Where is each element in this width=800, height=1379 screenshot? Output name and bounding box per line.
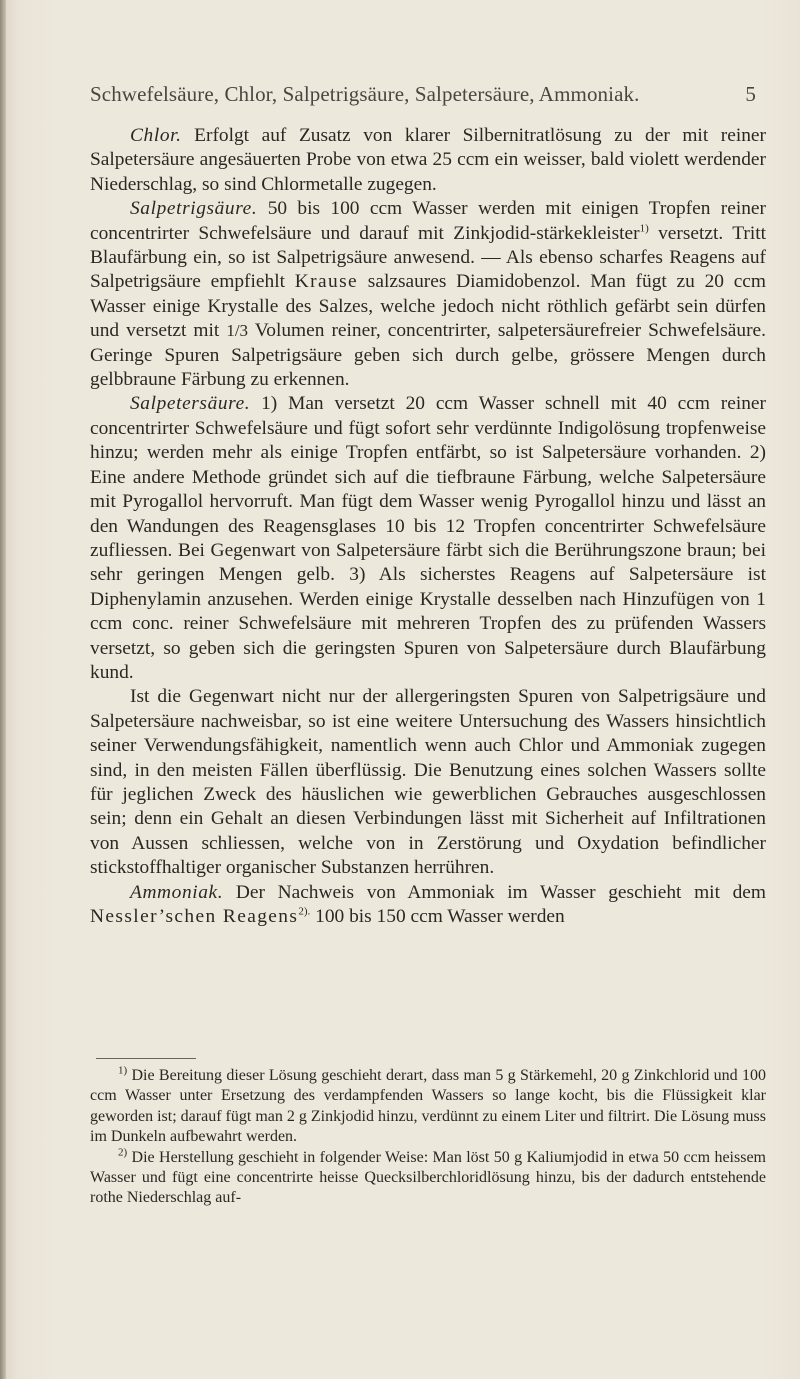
footnote-text-1: Die Bereitung dieser Lösung geschieht derart, dass man 5 g Stärkemehl, 20 g Zinkchlorid und 100 ccm Wasser unter Ersetzung des verdampfenden Wassers so lange kocht, bis die Flüssigkeit klar geworden ist; darauf fügt man 2 g Zinkjodid hinzu, verdünnt zu einem Liter und filtrirt. Die Lösung muss im Dunkeln aufbewahrt werden.: [90, 1067, 766, 1146]
footnote-ref-2[interactable]: 2).: [298, 905, 311, 918]
footnote-marker-2: 2): [118, 1146, 128, 1159]
text-salpetersaeure: 1) Man versetzt 20 ccm Wasser schnell mit 40 ccm reiner concentrirter Schwefelsäure und fügt sofort sehr verdünnte Indigolösung tropfenweise hinzu; werden mehr als einige Tropfen entfärbt, so ist Salpetersäure vorhanden. 2) Eine andere Methode gründet sich auf die tiefbraune Färbung, welche Salpetersäure mit Pyrogallol hervorruft. Man fügt dem Wasser wenig Pyrogallol hinzu und lässt an den Wandungen des Reagensglases 10 bis 12 Tropfen concentrirter Schwefelsäure zufliessen. Bei Gegenwart von Salpetersäure färbt sich die Berührungszone braun; bei sehr geringen Mengen gelb. 3) Als sicherstes Reagens auf Salpetersäure ist Diphenylamin anzusehen. Werden einige Krystalle desselben nach Hinzufügen von 1 ccm conc. reiner Schwefelsäure mit mehreren Tropfen des zu prüfenden Wassers versetzt, so geben sich die geringsten Spuren von Salpetersäure durch Blaufärbung kund.: [90, 393, 766, 683]
text-gegenwart: Ist die Gegenwart nicht nur der allergeringsten Spuren von Salpetrigsäure und Salpetersäure nachweisbar, so ist eine weitere Untersuchung des Wassers hinsichtlich seiner Verwendungsfähigkeit, namentlich wenn auch Chlor und Ammoniak zugegen sind, in den meisten Fällen überflüssig. Die Benutzung eines solchen Wassers sollte für jeglichen Zweck des häuslichen wie gewerblichen Gebrauches ausgeschlossen sein; denn ein Gehalt an diesen Verbindungen lässt mit Sicherheit auf Infiltrationen von Aussen schliessen, welche von in Zerstörung und Oxydation befindlicher stickstoffhaltiger organischer Substanzen herrühren.: [90, 686, 766, 879]
text-salpetrigsaeure-1: 50 bis 100 ccm Wasser werden mit einigen Tropfen reiner concentrirter Schwefelsäure und darauf mit Zinkjodid-stärkekleister: [90, 198, 766, 244]
heading-salpetrigsaeure: Salpetrigsäure.: [130, 198, 258, 220]
footnotes: [90, 1066, 766, 1209]
footnote-1: [90, 1066, 766, 1148]
paragraph-gegenwart: [90, 685, 766, 880]
text-salpetrigsaeure-4: Volumen reiner, concentrirter, salpetersäurefreier Schwefelsäure. Geringe Spuren Salpetrigsäure geben sich durch gelbe, grössere Mengen durch gelbbraune Färbung zu erkennen.: [90, 320, 766, 391]
running-header-title: Schwefelsäure, Chlor, Salpetrigsäure, Salpetersäure, Ammoniak.: [90, 82, 640, 106]
footnote-marker-1: 1): [118, 1064, 128, 1077]
page-binding-edge: [0, 0, 6, 1379]
paragraph-ammoniak: [90, 881, 766, 930]
footnote-2: [90, 1148, 766, 1209]
fraction-one-third: 1/3: [226, 321, 249, 341]
main-text: [90, 124, 766, 929]
author-krause: Krause: [294, 271, 359, 293]
heading-salpetersaeure: Salpetersäure.: [130, 393, 251, 415]
page-number: 5: [745, 82, 756, 106]
paragraph-salpetrigsaeure: [90, 197, 766, 392]
text-salpetrigsaeure-3: salzsaures Diamidobenzol. Man fügt zu 20 ccm Wasser einige Krystalle des Salzes, welche jedoch nicht röthlich gefärbt sein dürfen und versetzt mit: [90, 271, 766, 342]
footnote-divider: [96, 1058, 196, 1059]
footnote-text-2: Die Herstellung geschieht in folgender Weise: Man löst 50 g Kaliumjodid in etwa 50 ccm heissem Wasser und fügt eine concentrirte heisse Quecksilberchloridlösung hinzu, bis der dadurch entstehende rothe Niederschlag auf-: [90, 1148, 766, 1207]
heading-chlor: Chlor.: [130, 125, 182, 146]
text-ammoniak-2: 100 bis 150 ccm Wasser werden: [315, 906, 565, 927]
footnote-ref-1[interactable]: 1): [639, 222, 649, 235]
text-salpetrigsaeure-2: versetzt. Tritt Blaufärbung ein, so ist Salpetrigsäure anwesend. — Als ebenso scharfes Reagens auf Salpetrigsäure empfiehlt: [90, 222, 766, 293]
nessler-reagens: Nessler’schen Reagens: [90, 906, 299, 927]
paragraph-salpetersaeure: [90, 392, 766, 685]
paragraph-chlor: [90, 124, 766, 197]
running-header: [90, 82, 770, 107]
text-ammoniak-1: Der Nachweis von Ammoniak im Wasser geschieht mit dem: [235, 881, 766, 903]
text-chlor: Erfolgt auf Zusatz von klarer Silbernitratlösung zu der mit reiner Salpetersäure angesäuerten Probe von etwa 25 ccm ein weisser, bald violett werdender Niederschlag, so sind Chlormetalle zugegen.: [90, 125, 766, 195]
heading-ammoniak: Ammoniak.: [130, 881, 224, 903]
